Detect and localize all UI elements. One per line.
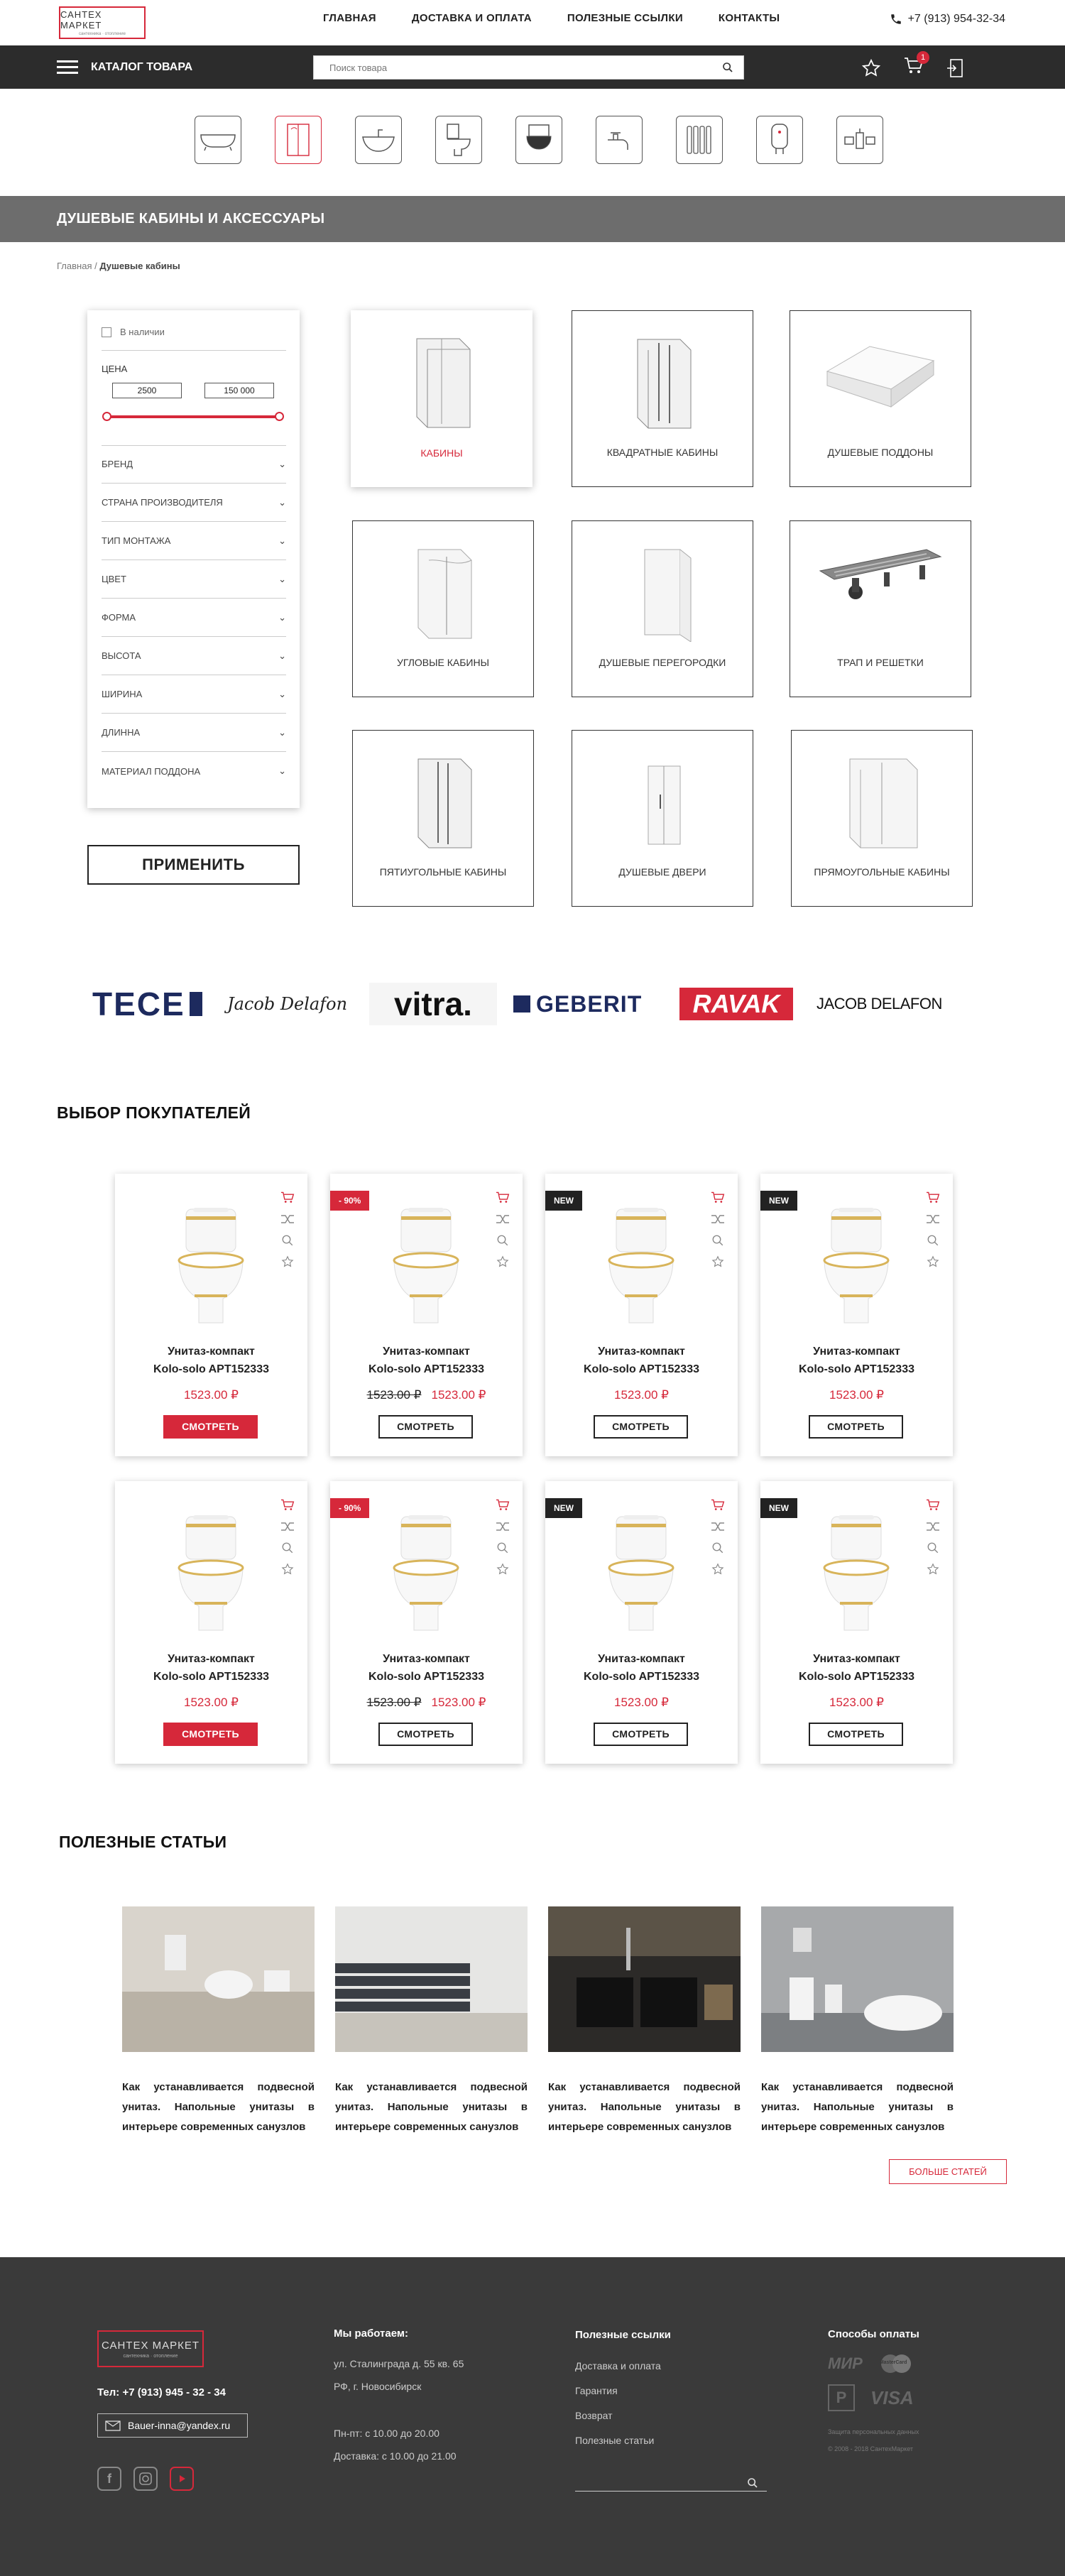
product-badge: - 90%	[330, 1498, 369, 1518]
product-image[interactable]	[373, 1510, 479, 1641]
view-product-button[interactable]: СМОТРЕТЬ	[809, 1415, 903, 1439]
visa-icon: VISA	[870, 2386, 914, 2408]
search-box	[313, 55, 744, 80]
product-image[interactable]	[373, 1202, 479, 1333]
cart-icon[interactable]	[280, 1499, 295, 1512]
footer-link[interactable]: Гарантия	[575, 2385, 618, 2396]
filter-label: МАТЕРИАЛ ПОДДОНА	[102, 765, 201, 777]
brand-geberit-logo: GEBERIT	[536, 990, 643, 1017]
compare-icon[interactable]	[926, 1520, 940, 1533]
site-logo[interactable]	[59, 6, 146, 39]
filter-label: БРЕНД	[102, 459, 133, 469]
tile-shower-partitions[interactable]	[572, 520, 753, 697]
toilet-icon	[444, 122, 473, 158]
compare-icon[interactable]	[711, 1213, 725, 1226]
brand-jacob-delafon-logo: JACOB DELAFON	[816, 995, 942, 1013]
cart-icon[interactable]	[926, 1191, 940, 1204]
product-card[interactable]	[545, 1174, 738, 1456]
article-card[interactable]	[548, 1906, 741, 2137]
more-articles-button[interactable]: БОЛЬШЕ СТАТЕЙ	[889, 2159, 1007, 2184]
shower-cabin-icon	[285, 122, 311, 158]
product-actions	[711, 1191, 725, 1268]
product-model: Kolo-solo APT152333	[583, 1363, 699, 1375]
product-model: Kolo-solo APT152333	[368, 1363, 484, 1375]
product-actions	[926, 1191, 940, 1268]
product-badge: NEW	[545, 1191, 582, 1211]
shower-tray-image	[820, 332, 941, 410]
footer-hours-title: Мы работаем:	[334, 2327, 408, 2340]
chevron-down-icon: ⌄	[278, 458, 286, 469]
compare-icon[interactable]	[280, 1213, 295, 1226]
catalog-title[interactable]: КАТАЛОГ ТОВАРА	[91, 61, 193, 73]
cart-icon[interactable]	[926, 1499, 940, 1512]
view-product-button[interactable]: СМОТРЕТЬ	[378, 1415, 473, 1439]
filter-label: ДЛИННА	[102, 727, 141, 738]
top-header	[0, 0, 1065, 45]
category-pipes[interactable]	[836, 116, 883, 164]
product-actions	[711, 1499, 725, 1576]
product-badge: NEW	[760, 1498, 797, 1518]
water-heater-icon	[768, 122, 792, 158]
nav-home[interactable]: ГЛАВНАЯ	[323, 12, 376, 24]
tile-rectangular-cabins[interactable]	[791, 730, 973, 907]
favorite-icon[interactable]	[926, 1255, 940, 1268]
cart-button[interactable]	[904, 53, 926, 79]
product-card[interactable]	[115, 1481, 307, 1764]
tile-corner-cabins[interactable]	[352, 520, 534, 697]
footer-hours-line: Пн-пт: с 10.00 до 20.00	[334, 2428, 439, 2439]
section-banner	[0, 196, 1065, 242]
tile-label: ПЯТИУГОЛЬНЫЕ КАБИНЫ	[379, 866, 507, 878]
cart-icon[interactable]	[496, 1191, 510, 1204]
footer-logo-text: САНТЕХ МАРКЕТ	[101, 2339, 200, 2352]
category-icon-row	[195, 116, 917, 164]
article-image[interactable]	[335, 1906, 528, 2052]
product-model: Kolo-solo APT152333	[798, 1671, 914, 1683]
product-card[interactable]	[545, 1481, 738, 1764]
product-card[interactable]	[115, 1174, 307, 1456]
compare-icon[interactable]	[496, 1520, 510, 1533]
breadcrumb	[57, 261, 180, 271]
product-model: Kolo-solo APT152333	[368, 1671, 484, 1683]
chevron-down-icon: ⌄	[278, 726, 286, 738]
tile-shower-trays[interactable]	[790, 310, 971, 487]
search-icon[interactable]	[926, 1234, 940, 1247]
category-toilet-seats[interactable]	[515, 116, 562, 164]
cart-icon[interactable]	[496, 1499, 510, 1512]
favorite-icon[interactable]	[280, 1255, 295, 1268]
brand-jd-script-logo: Jacob Delafon	[227, 994, 348, 1014]
shower-door-image	[630, 752, 694, 851]
brand-jacob-delafon[interactable]	[816, 983, 942, 1025]
pentagonal-cabin-image	[411, 752, 475, 851]
search-icon[interactable]	[496, 1541, 510, 1554]
product-price: 1523.00 ₽	[614, 1388, 669, 1402]
favorite-icon[interactable]	[280, 1563, 295, 1576]
mastercard-label: MasterCard	[879, 2360, 907, 2365]
product-price: 1523.00 ₽	[184, 1696, 239, 1709]
pipe-fittings-icon	[842, 126, 878, 154]
header-phone[interactable]	[890, 13, 1005, 26]
product-price: 1523.00 ₽	[829, 1388, 884, 1402]
filter-divider	[102, 350, 286, 351]
brand-strip	[92, 983, 973, 1025]
filter-label: ФОРМА	[102, 612, 136, 623]
filter-shape[interactable]	[102, 599, 286, 637]
product-price: 1523.00 ₽	[614, 1696, 669, 1709]
header-actions	[861, 53, 963, 79]
product-name[interactable]	[115, 1343, 307, 1378]
tile-label: КАБИНЫ	[420, 447, 463, 459]
article-card[interactable]	[122, 1906, 315, 2137]
filter-color[interactable]	[102, 560, 286, 599]
product-price: 1523.00 ₽	[829, 1696, 884, 1709]
in-stock-label: В наличии	[120, 327, 165, 337]
footer-logo[interactable]	[97, 2330, 204, 2367]
product-model: Kolo-solo APT152333	[153, 1363, 269, 1375]
product-model: Kolo-solo APT152333	[798, 1363, 914, 1375]
phone-number: +7 (913) 954-32-34	[907, 13, 1005, 25]
tile-drains[interactable]	[790, 520, 971, 697]
parking-pay-icon	[828, 2384, 855, 2411]
product-name[interactable]	[760, 1343, 953, 1378]
footer-hours-column	[334, 2327, 464, 2467]
youtube-icon[interactable]	[170, 2467, 194, 2491]
filter-label: ШИРИНА	[102, 689, 143, 699]
product-name-line: Унитаз-компакт	[383, 1653, 470, 1665]
product-card[interactable]	[760, 1174, 953, 1456]
view-product-button[interactable]: СМОТРЕТЬ	[378, 1723, 473, 1746]
category-radiators[interactable]	[676, 116, 723, 164]
product-name-line: Унитаз-компакт	[813, 1653, 900, 1665]
brand-geberit[interactable]	[513, 983, 642, 1025]
nav-delivery[interactable]: ДОСТАВКА И ОПЛАТА	[411, 12, 532, 24]
filter-country[interactable]	[102, 484, 286, 522]
nav-links[interactable]: ПОЛЕЗНЫЕ ССЫЛКИ	[567, 12, 683, 24]
product-price: 1523.00 ₽	[431, 1388, 486, 1402]
product-card[interactable]	[330, 1481, 523, 1764]
category-sinks[interactable]	[355, 116, 402, 164]
filter-label: СТРАНА ПРОИЗВОДИТЕЛЯ	[102, 497, 223, 508]
search-icon[interactable]	[496, 1234, 510, 1247]
filter-brand[interactable]	[102, 445, 286, 484]
article-image[interactable]	[761, 1906, 954, 2052]
mail-icon	[105, 2421, 121, 2431]
in-stock-checkbox[interactable]	[102, 327, 165, 337]
article-card[interactable]	[335, 1906, 528, 2137]
brand-vitra-logo: vitra.	[394, 986, 472, 1022]
drain-image	[813, 542, 948, 613]
article-text: Как устанавливается подвесной унитаз. Напольные унитазы в интерьере современных санузлов	[548, 2081, 741, 2133]
product-prices	[330, 1388, 523, 1402]
product-card[interactable]	[760, 1481, 953, 1764]
search-icon[interactable]	[711, 1234, 725, 1247]
privacy-link[interactable]: Защита персональных данных	[828, 2428, 919, 2435]
square-cabin-image	[630, 332, 694, 432]
search-icon[interactable]	[280, 1541, 295, 1554]
page-title: ДУШЕВЫЕ КАБИНЫ И АКСЕССУАРЫ	[57, 211, 325, 227]
article-card[interactable]	[761, 1906, 954, 2137]
article-image[interactable]	[548, 1906, 741, 2052]
rectangular-cabin-image	[843, 752, 921, 851]
brand-ravak-logo: RAVAK	[692, 989, 780, 1018]
tile-label: ДУШЕВЫЕ ПЕРЕГОРОДКИ	[599, 657, 726, 668]
tile-label: ДУШЕВЫЕ ДВЕРИ	[618, 866, 706, 878]
favorite-icon[interactable]	[496, 1255, 510, 1268]
product-old-price: 1523.00 ₽	[366, 1696, 422, 1709]
footer-logo-subtext: сантехника · отопление	[123, 2353, 178, 2359]
product-badge: - 90%	[330, 1191, 369, 1211]
articles-title: ПОЛЕЗНЫЕ СТАТЬИ	[59, 1833, 227, 1851]
footer	[0, 2257, 1065, 2576]
footer-links-column	[575, 2329, 671, 2453]
product-prices	[760, 1388, 953, 1402]
chevron-down-icon: ⌄	[278, 535, 286, 546]
category-bathtubs[interactable]	[195, 116, 241, 164]
product-badge: NEW	[545, 1498, 582, 1518]
cart-icon[interactable]	[711, 1499, 725, 1512]
cart-icon[interactable]	[280, 1191, 295, 1204]
chevron-down-icon: ⌄	[278, 688, 286, 699]
tile-pentagonal-cabins[interactable]	[352, 730, 534, 907]
tile-label: КВАДРАТНЫЕ КАБИНЫ	[606, 447, 719, 458]
product-name-line: Унитаз-компакт	[598, 1653, 685, 1665]
footer-address-line: ул. Сталинграда д. 55 кв. 65	[334, 2358, 464, 2369]
product-model: Kolo-solo APT152333	[583, 1671, 699, 1683]
view-product-button[interactable]: СМОТРЕТЬ	[809, 1723, 903, 1746]
main-nav	[323, 12, 815, 24]
compare-icon[interactable]	[496, 1213, 510, 1226]
breadcrumb-current: Душевые кабины	[99, 261, 180, 271]
geberit-mark-icon	[513, 995, 530, 1013]
filter-height[interactable]	[102, 637, 286, 675]
tile-label: ДУШЕВЫЕ ПОДДОНЫ	[827, 447, 934, 458]
footer-payment-title: Способы оплаты	[828, 2328, 919, 2340]
product-model: Kolo-solo APT152333	[153, 1671, 269, 1683]
favorite-icon[interactable]	[926, 1563, 940, 1576]
filter-width[interactable]	[102, 675, 286, 714]
article-text: Как устанавливается подвесной унитаз. Напольные унитазы в интерьере современных санузлов	[122, 2081, 315, 2133]
article-image[interactable]	[122, 1906, 315, 2052]
filter-label: ЦВЕТ	[102, 574, 126, 584]
login-icon[interactable]	[946, 58, 963, 78]
faucet-icon	[604, 124, 635, 155]
product-actions	[926, 1499, 940, 1576]
tile-label: ПРЯМОУГОЛЬНЫЕ КАБИНЫ	[814, 866, 950, 878]
product-name-line: Унитаз-компакт	[168, 1346, 255, 1358]
tile-shower-doors[interactable]	[572, 730, 753, 907]
favorite-icon[interactable]	[711, 1255, 725, 1268]
category-water-heaters[interactable]	[756, 116, 803, 164]
product-prices	[760, 1696, 953, 1710]
product-image[interactable]	[158, 1510, 264, 1641]
favorites-icon[interactable]	[861, 58, 881, 78]
footer-phone[interactable]: Тел: +7 (913) 945 - 32 - 34	[97, 2386, 226, 2398]
view-product-button[interactable]: СМОТРЕТЬ	[163, 1415, 258, 1439]
category-faucets[interactable]	[596, 116, 643, 164]
compare-icon[interactable]	[711, 1520, 725, 1533]
search-icon[interactable]	[926, 1541, 940, 1554]
filter-panel	[87, 310, 300, 808]
product-prices	[115, 1696, 307, 1710]
search-input[interactable]	[314, 56, 711, 79]
social-links	[97, 2467, 194, 2491]
article-text: Как устанавливается подвесной унитаз. Напольные унитазы в интерьере современных санузлов	[761, 2081, 954, 2133]
brand-tece-logo: TECE	[92, 986, 185, 1022]
price-max-input[interactable]: 150 000	[204, 383, 274, 398]
breadcrumb-separator: /	[92, 261, 100, 271]
price-label: ЦЕНА	[102, 364, 128, 374]
toilet-seat-icon	[525, 122, 553, 158]
filter-label: ВЫСОТА	[102, 650, 141, 661]
view-product-button[interactable]: СМОТРЕТЬ	[163, 1723, 258, 1746]
product-old-price: 1523.00 ₽	[366, 1388, 422, 1402]
product-actions	[280, 1191, 295, 1268]
product-name[interactable]	[760, 1650, 953, 1686]
footer-address-line: РФ, г. Новосибирск	[334, 2381, 422, 2392]
footer-hours-line: Доставка: с 10.00 до 21.00	[334, 2450, 457, 2462]
radiator-icon	[684, 124, 714, 156]
product-name[interactable]	[330, 1650, 523, 1686]
menu-icon[interactable]	[57, 60, 78, 75]
product-name-line: Унитаз-компакт	[598, 1346, 685, 1358]
brand-vitra[interactable]	[369, 983, 497, 1025]
tile-label: УГЛОВЫЕ КАБИНЫ	[397, 657, 489, 668]
product-price: 1523.00 ₽	[184, 1388, 239, 1402]
product-card[interactable]	[330, 1174, 523, 1456]
product-actions	[280, 1499, 295, 1576]
footer-links-title: Полезные ссылки	[575, 2329, 671, 2341]
favorite-icon[interactable]	[496, 1563, 510, 1576]
facebook-icon[interactable]: f	[97, 2467, 121, 2491]
product-prices	[330, 1696, 523, 1710]
filter-label: ТИП МОНТАЖА	[102, 535, 171, 546]
shower-cabin-image	[410, 332, 474, 431]
filter-mount-type[interactable]	[102, 522, 286, 560]
price-min-input[interactable]: 2500	[112, 383, 182, 398]
product-name[interactable]	[545, 1343, 738, 1378]
product-image[interactable]	[803, 1510, 910, 1641]
range-max-handle[interactable]	[275, 412, 284, 421]
article-text: Как устанавливается подвесной унитаз. Напольные унитазы в интерьере современных санузлов	[335, 2081, 528, 2133]
product-image[interactable]	[803, 1202, 910, 1333]
product-name[interactable]	[545, 1650, 738, 1686]
nav-contacts[interactable]: КОНТАКТЫ	[718, 12, 780, 24]
chevron-down-icon: ⌄	[278, 573, 286, 584]
breadcrumb-home[interactable]: Главная	[57, 261, 92, 271]
phone-icon	[890, 13, 902, 26]
range-min-handle[interactable]	[102, 412, 111, 421]
apply-filter-button[interactable]: ПРИМЕНИТЬ	[87, 845, 300, 885]
tece-mark-icon	[190, 992, 202, 1016]
corner-cabin-image	[411, 542, 475, 642]
parking-pay-label: P	[836, 2389, 847, 2406]
compare-icon[interactable]	[280, 1520, 295, 1533]
buyers-choice-title: ВЫБОР ПОКУПАТЕЛЕЙ	[57, 1103, 251, 1122]
compare-icon[interactable]	[926, 1213, 940, 1226]
logo-text: САНТЕХ МАРКЕТ	[60, 9, 102, 31]
price-range-slider[interactable]	[106, 415, 280, 418]
chevron-down-icon: ⌄	[278, 611, 286, 623]
product-actions	[496, 1191, 510, 1268]
bathtub-icon	[199, 128, 237, 152]
chevron-down-icon: ⌄	[278, 765, 286, 776]
search-icon[interactable]	[280, 1234, 295, 1247]
product-prices	[545, 1388, 738, 1402]
mir-icon: МИР	[828, 2354, 863, 2372]
footer-payment-column	[828, 2328, 919, 2452]
filter-length[interactable]	[102, 714, 286, 752]
brand-ravak[interactable]	[679, 988, 793, 1020]
view-product-button[interactable]: СМОТРЕТЬ	[594, 1723, 688, 1746]
footer-link[interactable]: Доставка и оплата	[575, 2360, 661, 2372]
product-name-line: Унитаз-компакт	[813, 1346, 900, 1358]
product-image[interactable]	[588, 1202, 694, 1333]
product-name-line: Унитаз-компакт	[168, 1653, 255, 1665]
tile-square-cabins[interactable]	[572, 310, 753, 487]
chevron-down-icon: ⌄	[278, 496, 286, 508]
logo-subtext: сантехника · отопление	[79, 32, 126, 36]
cart-count-badge: 1	[917, 51, 929, 64]
sink-icon	[361, 126, 396, 154]
shower-partition-image	[630, 542, 694, 642]
product-image[interactable]	[158, 1202, 264, 1333]
filter-tray-material[interactable]	[102, 752, 286, 790]
product-badge: NEW	[760, 1191, 797, 1211]
footer-email-text: Bauer-inna@yandex.ru	[128, 2420, 231, 2431]
category-toilets[interactable]	[435, 116, 482, 164]
search-icon[interactable]	[711, 1541, 725, 1554]
copyright: © 2008 - 2018 СантехМаркет	[828, 2445, 914, 2452]
search-icon[interactable]	[722, 62, 733, 73]
brand-jacob-delafon-script[interactable]	[227, 983, 347, 1025]
product-name-line: Унитаз-компакт	[383, 1346, 470, 1358]
product-name[interactable]	[330, 1343, 523, 1378]
tile-label: ТРАП И РЕШЕТКИ	[837, 657, 924, 668]
footer-link[interactable]: Полезные статьи	[575, 2435, 655, 2446]
footer-search-input[interactable]	[575, 2477, 767, 2492]
chevron-down-icon: ⌄	[278, 650, 286, 661]
favorite-icon[interactable]	[711, 1563, 725, 1576]
footer-email[interactable]	[97, 2413, 248, 2438]
product-price: 1523.00 ₽	[431, 1696, 486, 1709]
view-product-button[interactable]: СМОТРЕТЬ	[594, 1415, 688, 1439]
catalog-bar	[0, 45, 1065, 89]
cart-icon[interactable]	[711, 1191, 725, 1204]
instagram-icon[interactable]	[133, 2467, 158, 2491]
product-prices	[115, 1388, 307, 1402]
product-image[interactable]	[588, 1510, 694, 1641]
brand-tece[interactable]	[92, 983, 202, 1025]
product-actions	[496, 1499, 510, 1576]
checkbox-box[interactable]	[102, 327, 111, 337]
footer-link[interactable]: Возврат	[575, 2410, 613, 2421]
search-icon[interactable]	[747, 2477, 758, 2489]
category-shower-cabins[interactable]	[275, 116, 322, 164]
product-prices	[545, 1696, 738, 1710]
product-name[interactable]	[115, 1650, 307, 1686]
mastercard-icon	[877, 2353, 914, 2374]
tile-cabins[interactable]	[351, 310, 532, 487]
